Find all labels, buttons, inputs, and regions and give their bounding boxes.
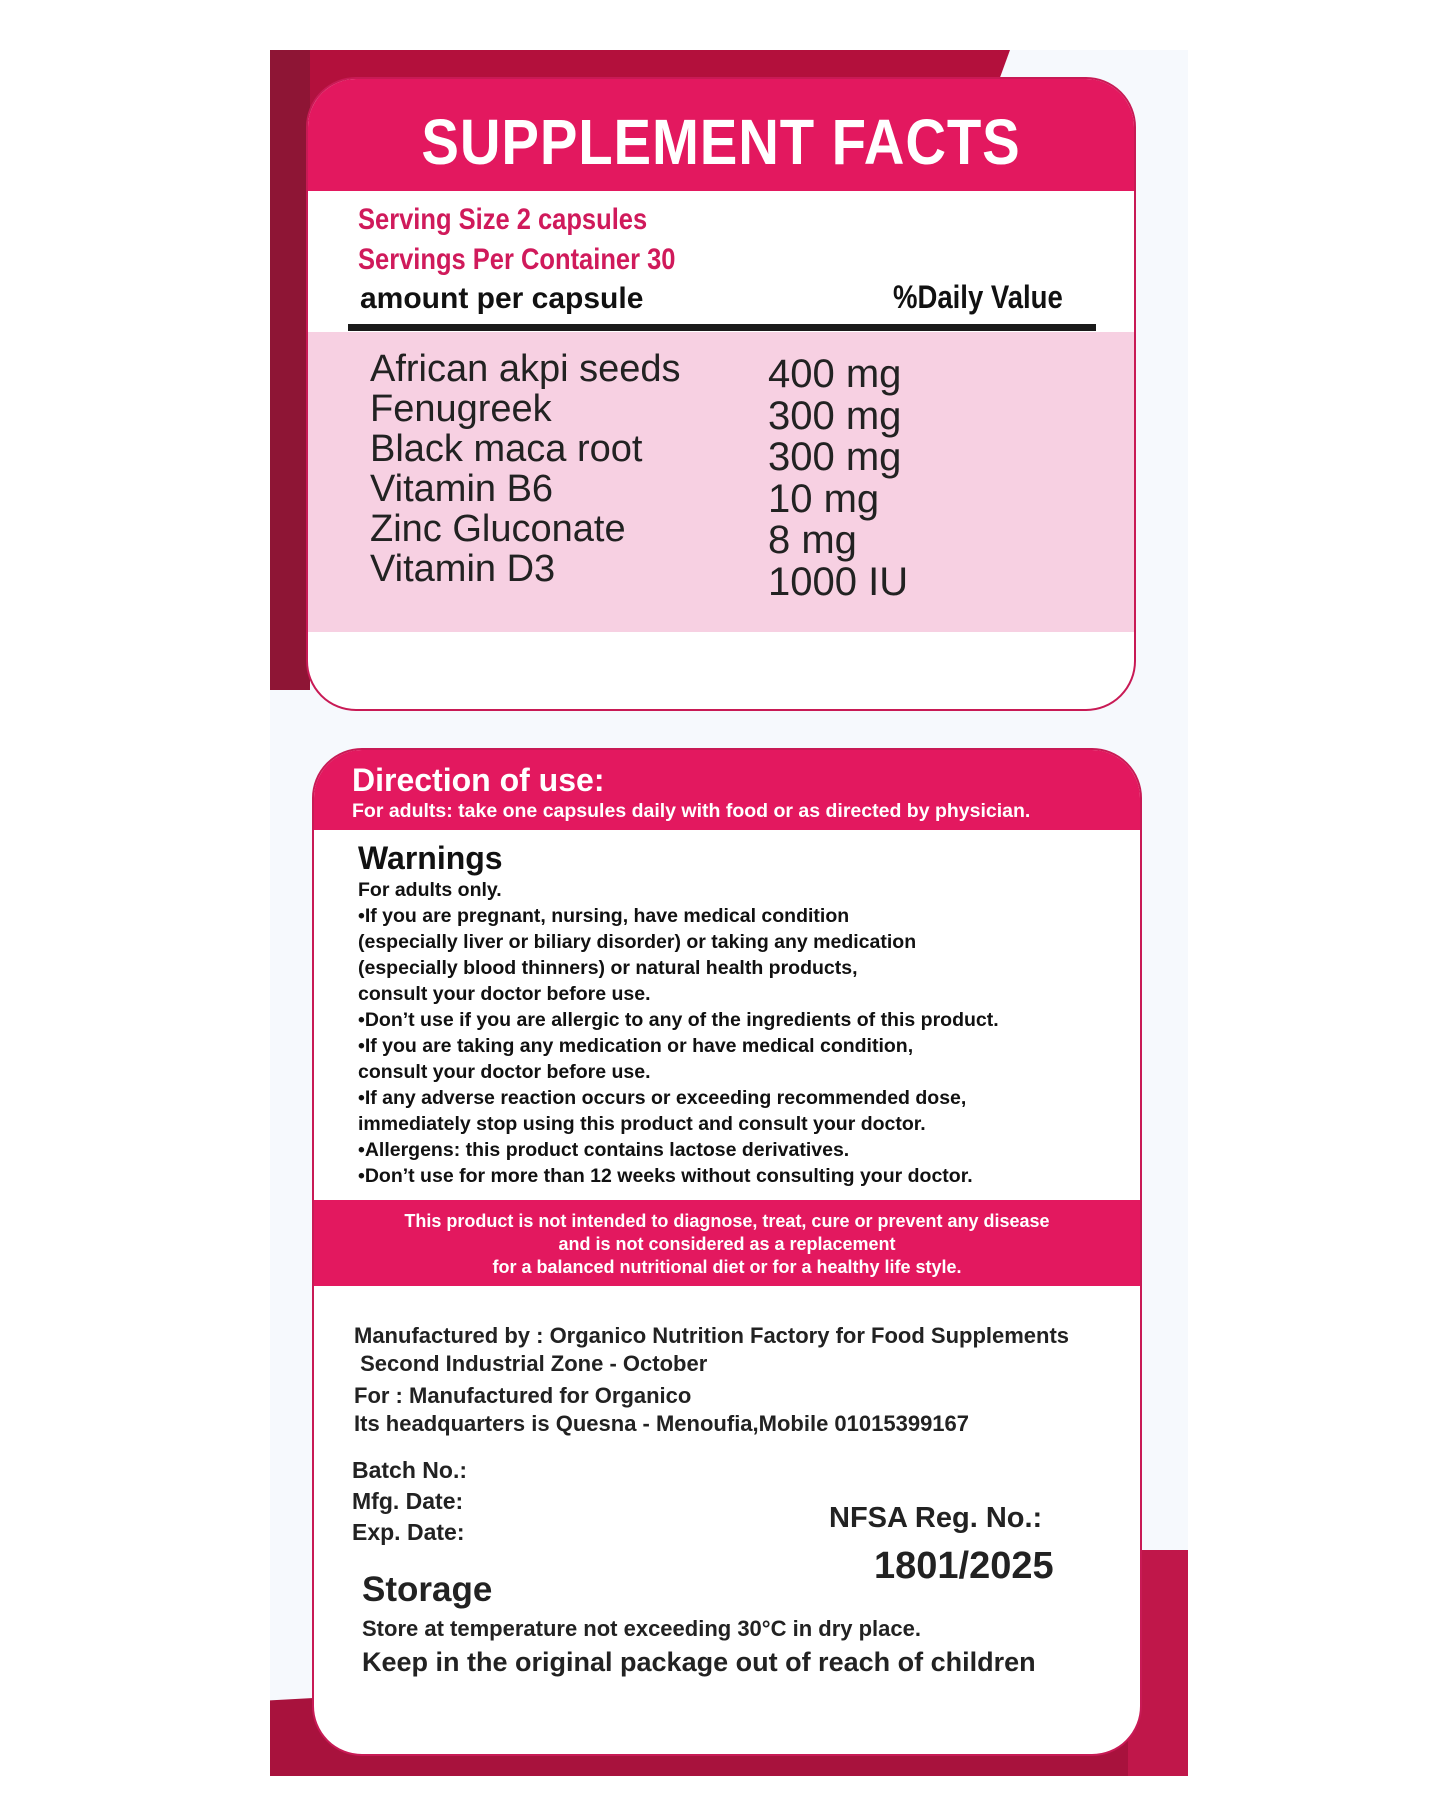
supplement-facts-panel [306,77,1136,711]
manufacturer-info [354,1322,1069,1438]
ingredient-amounts [768,354,908,603]
warning-line: •Don’t use for more than 12 weeks without consulting your doctor. [358,1165,973,1187]
manufactured-for: For : Manufactured for Organico [354,1383,692,1408]
ingredient-name: Zinc Gluconate [370,508,626,550]
ingredient-amount: 1000 IU [768,559,909,604]
warning-line: •If any adverse reaction occurs or exceeding recommended dose, [358,1087,967,1109]
disclaimer-line: for a balanced nutritional diet or for a healthy life style. [492,1257,962,1277]
direction-title: Direction of use: [352,762,605,798]
warning-line: For adults only. [358,879,502,901]
warnings-title: Warnings [358,840,503,876]
daily-value-label: %Daily Value [893,279,1063,315]
supplement-facts-title: SUPPLEMENT FACTS [421,106,1021,178]
exp-date-label: Exp. Date: [352,1519,465,1545]
headquarters-line: Its headquarters is Quesna - Menoufia,Mobile 01015399167 [354,1411,970,1436]
disclaimer-line: This product is not intended to diagnose, treat, cure or prevent any disease [404,1211,1050,1231]
batch-number-label: Batch No.: [352,1457,467,1483]
servings-per-container: Servings Per Container 30 [358,243,676,276]
directions-panel [312,748,1142,1756]
supplement-facts-header [308,79,1134,191]
direction-text: For adults: take one capsules daily with food or as directed by physician. [352,800,1031,822]
amount-per-capsule-label: amount per capsule [360,282,644,315]
disclaimer-banner [314,1200,1140,1286]
warning-line: immediately stop using this product and consult your doctor. [358,1113,926,1135]
ingredient-amount: 8 mg [768,518,857,562]
batch-info [352,1455,467,1548]
facts-divider [348,324,1096,331]
ingredient-amount: 300 mg [768,435,902,479]
storage-title: Storage [362,1570,493,1609]
serving-size: Serving Size 2 capsules [358,203,648,236]
warnings-list [358,877,999,1189]
manufacturer-address: Second Industrial Zone - October [354,1351,708,1376]
ingredient-name: African akpi seeds [370,348,681,390]
warning-line: •If you are taking any medication or have medical condition, [358,1035,914,1057]
ingredient-name: Fenugreek [370,388,552,430]
direction-header [314,750,1140,830]
ingredient-name: Black maca root [370,428,643,470]
nfsa-reg-number: 1801/2025 [874,1545,1054,1587]
storage-instruction: Store at temperature not exceeding 30°C in dry place. [362,1616,921,1641]
ingredient-name: Vitamin D3 [370,548,556,590]
warning-line: consult your doctor before use. [358,1061,651,1083]
warning-line: •Allergens: this product contains lactose derivatives. [358,1139,850,1161]
manufacturer-line: Manufactured by : Organico Nutrition Factory for Food Supplements [354,1323,1070,1348]
mfg-date-label: Mfg. Date: [352,1488,464,1514]
disclaimer-line: and is not considered as a replacement [558,1234,896,1254]
warning-line: •If you are pregnant, nursing, have medical condition [358,905,850,927]
ingredient-names [370,349,681,589]
warning-line: (especially blood thinners) or natural health products, [358,957,858,979]
ingredient-amount: 300 mg [768,393,902,438]
ingredient-amount: 400 mg [768,352,902,396]
warning-line: (especially liver or biliary disorder) or taking any medication [358,931,917,953]
warning-line: consult your doctor before use. [358,983,651,1005]
storage-warning: Keep in the original package out of reach of children [362,1647,1036,1677]
decor-stripe-left [270,50,310,690]
ingredient-amount: 10 mg [768,476,880,521]
warning-line: •Don’t use if you are allergic to any of the ingredients of this product. [358,1009,999,1031]
ingredient-name: Vitamin B6 [370,468,554,510]
nfsa-reg-label: NFSA Reg. No.: [829,1502,1043,1534]
